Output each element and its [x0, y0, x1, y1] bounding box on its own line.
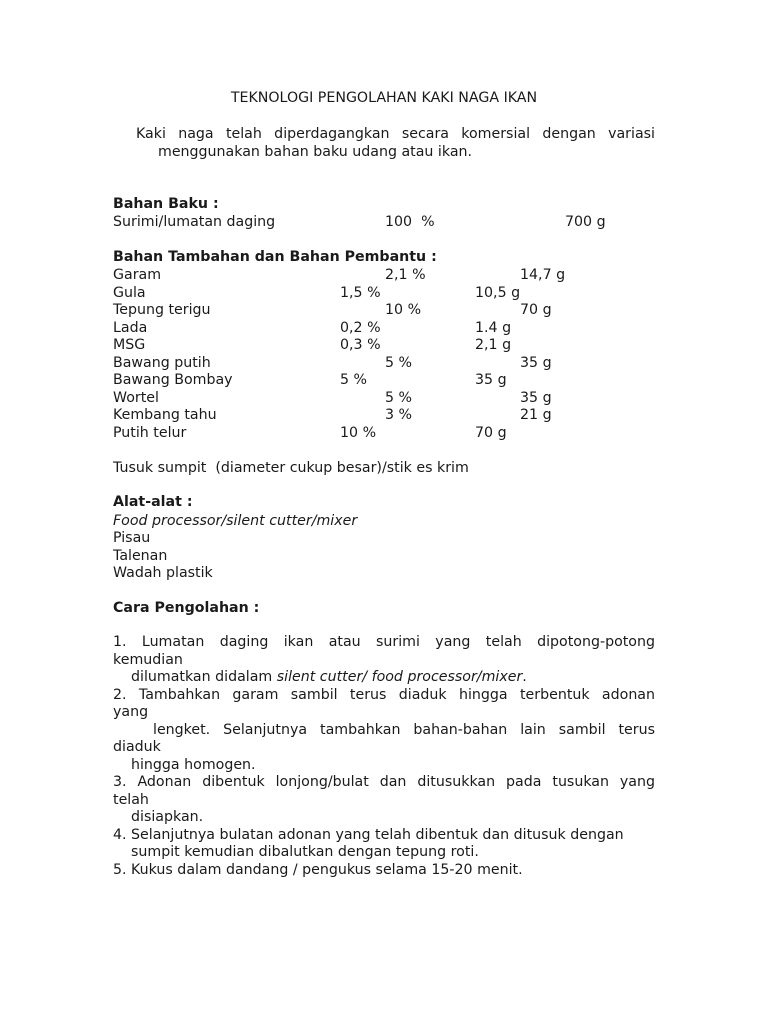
- intro-line-2: menggunakan bahan baku udang atau ikan.: [158, 143, 473, 160]
- cara-heading: Cara Pengolahan :: [113, 600, 260, 616]
- ingredient-row: [113, 355, 673, 373]
- ingredient-name: Wortel: [113, 390, 159, 406]
- ingredient-name: Surimi/lumatan daging: [113, 214, 276, 230]
- ingredient-percent: 5 %: [385, 390, 413, 406]
- ingredient-percent: 3 %: [385, 407, 413, 423]
- step-4-line: 4. Selanjutnya bulatan adonan yang telah dibentuk dan ditusuk dengan: [113, 826, 624, 843]
- ingredient-name: Bawang putih: [113, 355, 211, 371]
- ingredient-percent: 0,3 %: [340, 337, 381, 353]
- step-2-line: diaduk: [113, 739, 161, 755]
- step-1-period: .: [522, 669, 527, 685]
- step-2-line: yang: [113, 704, 149, 720]
- ingredient-name: Garam: [113, 267, 162, 283]
- step-2-line: hingga homogen.: [131, 756, 256, 773]
- step-5-line: 5. Kukus dalam dandang / pengukus selama 15-20 menit.: [113, 861, 523, 878]
- step-3-line: 3. Adonan dibentuk lonjong/bulat dan ditusukkan pada tusukan yang: [113, 774, 655, 790]
- ingredient-name: Putih telur: [113, 425, 187, 441]
- bahan-tambahan-heading: Bahan Tambahan dan Bahan Pembantu :: [113, 249, 437, 265]
- ingredient-name: Tepung terigu: [113, 302, 211, 318]
- bahan-baku-heading: Bahan Baku :: [113, 196, 219, 212]
- ingredient-name: MSG: [113, 337, 146, 353]
- ingredient-percent: 100 %: [385, 214, 435, 230]
- ingredient-weight: 2,1 g: [475, 337, 512, 353]
- ingredient-percent: 10 %: [340, 425, 377, 441]
- ingredient-row: [113, 425, 673, 443]
- ingredient-name: Lada: [113, 320, 148, 336]
- ingredient-percent: 5 %: [340, 372, 368, 388]
- ingredient-name: Kembang tahu: [113, 407, 217, 423]
- ingredient-row: [113, 214, 673, 232]
- ingredient-weight: 70 g: [475, 425, 507, 441]
- step-2-line: 2. Tambahkan garam sambil terus diaduk hingga terbentuk adonan: [113, 686, 655, 703]
- ingredient-weight: 10,5 g: [475, 285, 521, 301]
- ingredient-weight: 35 g: [475, 372, 507, 388]
- alat-item: Food processor/silent cutter/mixer: [113, 513, 358, 529]
- step-2-line: lengket. Selanjutnya tambahkan bahan-bahan lain sambil terus: [153, 721, 655, 738]
- step-1-line: 1. Lumatan daging ikan atau surimi yang telah dipotong-potong: [113, 634, 655, 650]
- ingredient-percent: 1,5 %: [340, 285, 381, 301]
- ingredient-percent: 10 %: [385, 302, 422, 318]
- step-1-line: [113, 669, 655, 687]
- ingredient-percent: 0,2 %: [340, 320, 381, 336]
- ingredient-weight: 14,7 g: [520, 267, 566, 283]
- ingredient-weight: 35 g: [520, 355, 552, 371]
- step-1-tools: silent cutter/ food processor/mixer: [276, 669, 523, 685]
- alat-item: Pisau: [113, 530, 151, 546]
- step-3-line: telah: [113, 791, 149, 808]
- tusuk-sumpit-note: Tusuk sumpit (diameter cukup besar)/stik es krim: [113, 460, 469, 476]
- step-3-line: disiapkan.: [131, 809, 204, 825]
- document-title: TEKNOLOGI PENGOLAHAN KAKI NAGA IKAN: [230, 90, 538, 106]
- alat-item: Wadah plastik: [113, 565, 213, 581]
- ingredient-row: [113, 302, 673, 320]
- ingredient-row: [113, 320, 673, 338]
- step-1-text: dilumatkan didalam: [131, 669, 277, 685]
- step-4-line: sumpit kemudian dibalutkan dengan tepung roti.: [131, 844, 479, 860]
- ingredient-row: [113, 267, 673, 285]
- ingredient-row: [113, 407, 673, 425]
- ingredient-weight: 35 g: [520, 390, 552, 406]
- step-1-line: kemudian: [113, 651, 183, 668]
- ingredient-weight: 700 g: [565, 214, 606, 230]
- ingredient-row: [113, 285, 673, 303]
- ingredient-weight: 21 g: [520, 407, 552, 423]
- steps-list: [113, 634, 655, 879]
- intro-line-1: Kaki naga telah diperdagangkan secara komersial dengan variasi: [136, 126, 655, 142]
- ingredient-row: [113, 390, 673, 408]
- alat-heading: Alat-alat :: [113, 494, 193, 510]
- ingredient-name: Gula: [113, 285, 146, 301]
- ingredient-percent: 2,1 %: [385, 267, 426, 283]
- ingredient-row: [113, 372, 673, 390]
- ingredient-percent: 5 %: [385, 355, 413, 371]
- ingredient-row: [113, 337, 673, 355]
- ingredient-weight: 70 g: [520, 302, 552, 318]
- intro-paragraph: [136, 126, 655, 161]
- ingredient-name: Bawang Bombay: [113, 372, 233, 388]
- ingredient-weight: 1.4 g: [475, 320, 512, 336]
- alat-item: Talenan: [113, 548, 168, 564]
